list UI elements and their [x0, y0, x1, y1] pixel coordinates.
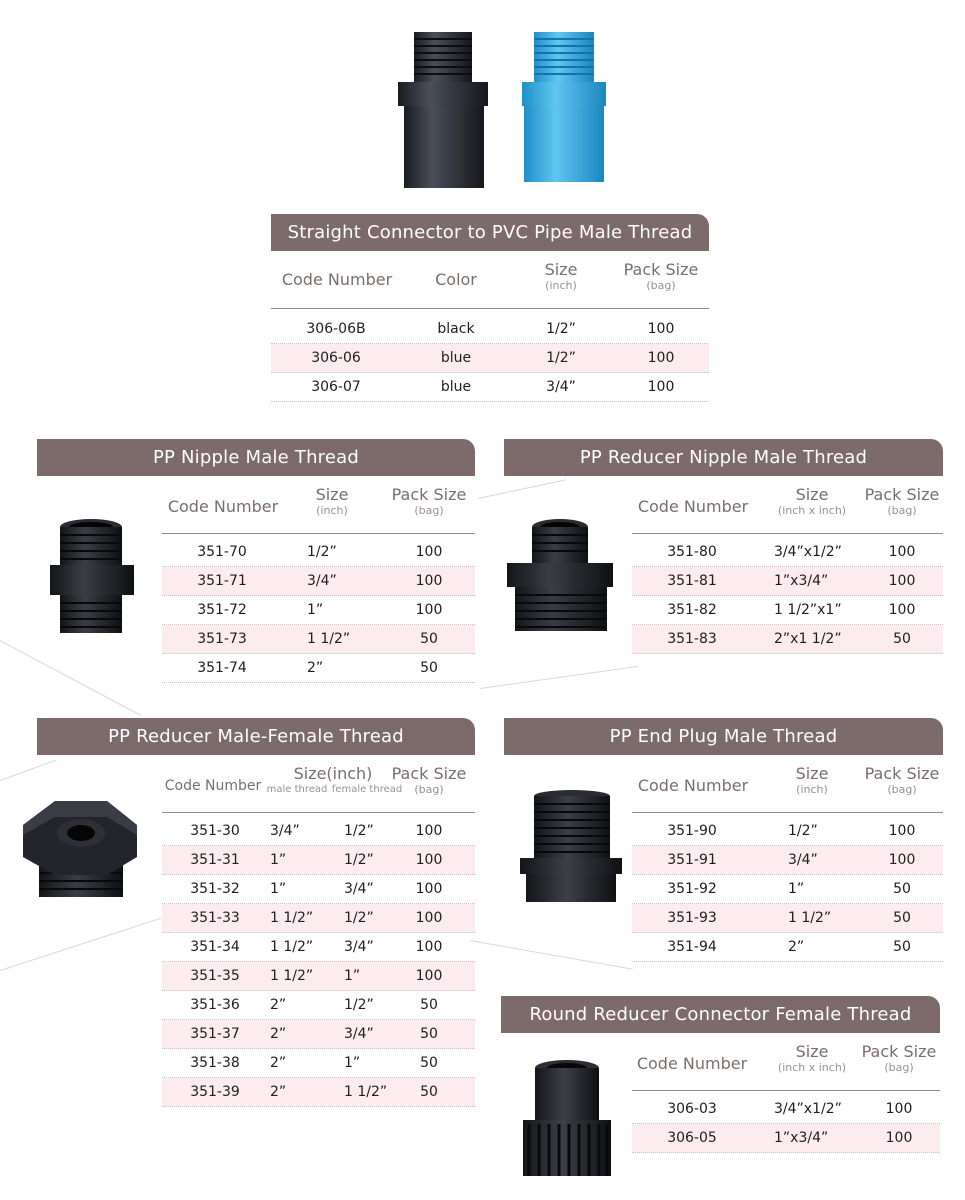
section-title: Round Reducer Connector Female Thread	[501, 996, 940, 1033]
cell-color: blue	[440, 350, 472, 366]
table-row	[162, 1020, 475, 1049]
cell-code: 351-71	[197, 573, 247, 589]
cell-size: 3/4”	[546, 379, 576, 395]
cell-size: 1”	[307, 602, 324, 618]
cell-pack: 100	[888, 852, 916, 868]
cell-code: 351-32	[190, 881, 240, 897]
cell-code: 351-81	[667, 573, 717, 589]
cell-male: 1”	[270, 881, 287, 897]
cell-code: 351-94	[667, 939, 717, 955]
section-title: PP Nipple Male Thread	[37, 439, 475, 476]
cell-male: 2”	[270, 1084, 287, 1100]
cell-size: 1 1/2”	[307, 631, 351, 647]
header-male-thread: male thread	[266, 784, 328, 795]
header-pack-unit: (bag)	[887, 504, 917, 517]
table-row	[162, 596, 475, 625]
header-code: Code Number	[637, 776, 749, 795]
header-size	[262, 764, 404, 797]
header-size-unit: (inch)	[316, 504, 348, 517]
header-pack	[384, 485, 474, 518]
table-row	[632, 567, 943, 596]
table-row	[162, 817, 475, 846]
header-pack-unit: (bag)	[414, 504, 444, 517]
table-header	[632, 477, 943, 534]
cell-male: 2”	[270, 997, 287, 1013]
header-size-unit: (inch x inch)	[777, 504, 847, 517]
cell-pack: 100	[415, 968, 443, 984]
round-reducer-image	[517, 1058, 617, 1183]
cell-pack: 50	[420, 660, 438, 676]
cell-pack: 50	[893, 631, 911, 647]
cell-size: 3/4”x1/2”	[774, 544, 842, 560]
cell-size: 1”x3/4”	[774, 573, 829, 589]
header-code: Code Number	[637, 497, 749, 516]
section-title: PP Reducer Male-Female Thread	[37, 718, 475, 755]
header-size	[767, 764, 857, 797]
pp-end-plug-image	[516, 788, 626, 908]
cell-female: 3/4”	[344, 1026, 374, 1042]
cell-pack: 50	[420, 1084, 438, 1100]
cell-code: 351-82	[667, 602, 717, 618]
cell-code: 351-34	[190, 939, 240, 955]
cell-pack: 100	[415, 881, 443, 897]
cell-color: blue	[440, 379, 472, 395]
header-pack	[857, 485, 947, 518]
cell-pack: 100	[888, 573, 916, 589]
table-row	[162, 567, 475, 596]
table-header	[271, 252, 709, 309]
cell-code: 306-05	[667, 1130, 717, 1146]
cell-size: 1/2”	[546, 321, 576, 337]
product-table	[632, 1034, 940, 1153]
header-pack	[854, 1042, 944, 1075]
table-row	[162, 846, 475, 875]
cell-pack: 50	[420, 1026, 438, 1042]
cell-code: 306-06B	[306, 321, 366, 337]
cell-code: 306-07	[311, 379, 361, 395]
table-row	[162, 933, 475, 962]
cell-female: 1 1/2”	[344, 1084, 388, 1100]
cell-pack: 50	[893, 939, 911, 955]
header-pack-label: Pack Size	[864, 485, 940, 504]
header-size	[762, 1042, 862, 1075]
table-header	[162, 756, 475, 813]
table-row	[162, 962, 475, 991]
cell-size: 1 1/2”x1”	[774, 602, 842, 618]
cell-size: 1/2”	[307, 544, 337, 560]
straight-connector-section	[271, 214, 709, 399]
header-size-label: Size	[544, 260, 578, 279]
header-pack	[384, 764, 474, 797]
table-row	[162, 875, 475, 904]
header-code: Code Number	[281, 270, 393, 289]
header-pack-label: Pack Size	[864, 764, 940, 783]
table-row	[632, 596, 943, 625]
cell-pack: 100	[415, 939, 443, 955]
cell-code: 306-03	[667, 1101, 717, 1117]
table-row	[162, 1078, 475, 1107]
cell-pack: 100	[415, 602, 443, 618]
cell-pack: 100	[415, 573, 443, 589]
table-row	[271, 373, 709, 402]
cell-code: 351-70	[197, 544, 247, 560]
cell-code: 351-83	[667, 631, 717, 647]
header-pack-unit: (bag)	[887, 783, 917, 796]
product-table	[632, 477, 943, 654]
cell-male: 2”	[270, 1026, 287, 1042]
pp-nipple-image	[44, 515, 139, 640]
header-size-unit: (inch x inch)	[777, 1061, 847, 1074]
cell-code: 351-35	[190, 968, 240, 984]
cell-code: 351-31	[190, 852, 240, 868]
header-pack-unit: (bag)	[646, 279, 676, 292]
table-row	[632, 875, 943, 904]
header-size-label: Size	[795, 485, 829, 504]
header-pack-label: Pack Size	[391, 485, 467, 504]
table-row	[632, 846, 943, 875]
cell-size: 3/4”	[788, 852, 818, 868]
pp-reducer-male-female-image	[15, 795, 145, 905]
header-pack-label: Pack Size	[623, 260, 699, 279]
section-title: PP Reducer Nipple Male Thread	[504, 439, 943, 476]
cell-code: 351-74	[197, 660, 247, 676]
cell-male: 2”	[270, 1055, 287, 1071]
cell-size: 2”	[307, 660, 324, 676]
cell-size: 1/2”	[546, 350, 576, 366]
header-pack-label: Pack Size	[391, 764, 467, 783]
table-row	[271, 315, 709, 344]
cell-female: 3/4”	[344, 939, 374, 955]
cell-size: 1 1/2”	[788, 910, 832, 926]
straight-connector-image	[390, 22, 615, 197]
cell-male: 1”	[270, 852, 287, 868]
cell-pack: 100	[888, 823, 916, 839]
cell-code: 351-33	[190, 910, 240, 926]
cell-code: 351-30	[190, 823, 240, 839]
header-pack-label: Pack Size	[861, 1042, 937, 1061]
header-code: Code Number	[636, 1054, 748, 1073]
cell-female: 1/2”	[344, 823, 374, 839]
table-header	[162, 477, 475, 534]
cell-code: 351-39	[190, 1084, 240, 1100]
pp-reducer-male-female-section	[37, 718, 475, 1098]
table-row	[162, 904, 475, 933]
cell-pack: 50	[893, 881, 911, 897]
table-row	[162, 538, 475, 567]
table-row	[162, 654, 475, 683]
header-size-subrow	[262, 783, 404, 797]
product-table	[162, 477, 475, 683]
cell-code: 306-06	[311, 350, 361, 366]
header-size-label: Size	[795, 764, 829, 783]
header-size-label: Size	[315, 485, 349, 504]
cell-code: 351-38	[190, 1055, 240, 1071]
cell-code: 351-80	[667, 544, 717, 560]
header-size-label: Size(inch)	[293, 764, 373, 783]
cell-pack: 100	[888, 544, 916, 560]
table-row	[162, 991, 475, 1020]
cell-size: 1”x3/4”	[774, 1130, 829, 1146]
cell-female: 1”	[344, 968, 361, 984]
cell-female: 1/2”	[344, 910, 374, 926]
cell-male: 1 1/2”	[270, 939, 314, 955]
cell-male: 1 1/2”	[270, 968, 314, 984]
cell-female: 1/2”	[344, 997, 374, 1013]
table-row	[632, 933, 943, 962]
cell-pack: 100	[888, 602, 916, 618]
product-table	[271, 252, 709, 402]
cell-size: 1/2”	[788, 823, 818, 839]
cell-pack: 100	[647, 321, 675, 337]
cell-code: 351-73	[197, 631, 247, 647]
product-table	[162, 756, 475, 1107]
cell-size: 3/4”	[307, 573, 337, 589]
cell-pack: 50	[420, 1055, 438, 1071]
cell-pack: 100	[885, 1130, 913, 1146]
table-header	[632, 756, 943, 813]
table-row	[632, 1095, 940, 1124]
cell-male: 1 1/2”	[270, 910, 314, 926]
table-row	[632, 1124, 940, 1153]
header-size	[521, 260, 601, 293]
header-code: Code Number	[164, 778, 262, 794]
header-female-thread: female thread	[331, 784, 403, 795]
header-pack	[616, 260, 706, 293]
cell-size: 3/4”x1/2”	[774, 1101, 842, 1117]
cell-code: 351-93	[667, 910, 717, 926]
header-size	[287, 485, 377, 518]
cell-size: 2”x1 1/2”	[774, 631, 842, 647]
cell-female: 3/4”	[344, 881, 374, 897]
cell-male: 3/4”	[270, 823, 300, 839]
section-title: Straight Connector to PVC Pipe Male Thread	[271, 214, 709, 251]
cell-pack: 100	[647, 350, 675, 366]
header-code: Code Number	[167, 497, 279, 516]
table-row	[632, 625, 943, 654]
cell-pack: 100	[415, 910, 443, 926]
cell-pack: 100	[415, 544, 443, 560]
table-row	[632, 538, 943, 567]
cell-code: 351-72	[197, 602, 247, 618]
table-row	[271, 344, 709, 373]
pp-reducer-nipple-image	[505, 515, 615, 640]
cell-code: 351-90	[667, 823, 717, 839]
header-size-unit: (inch)	[796, 783, 828, 796]
table-row	[632, 817, 943, 846]
header-size-unit: (inch)	[545, 279, 577, 292]
cell-pack: 100	[415, 823, 443, 839]
table-header	[632, 1034, 940, 1091]
cell-female: 1/2”	[344, 852, 374, 868]
product-table	[632, 756, 943, 962]
table-row	[162, 625, 475, 654]
header-size-label: Size	[795, 1042, 829, 1061]
header-pack-unit: (bag)	[884, 1061, 914, 1074]
cell-code: 351-37	[190, 1026, 240, 1042]
background-line	[480, 666, 639, 689]
cell-size: 2”	[788, 939, 805, 955]
cell-pack: 50	[893, 910, 911, 926]
cell-size: 1”	[788, 881, 805, 897]
section-title: PP End Plug Male Thread	[504, 718, 943, 755]
cell-pack: 100	[647, 379, 675, 395]
table-row	[632, 904, 943, 933]
cell-pack: 100	[885, 1101, 913, 1117]
cell-pack: 50	[420, 997, 438, 1013]
header-pack	[857, 764, 947, 797]
cell-code: 351-92	[667, 881, 717, 897]
cell-pack: 50	[420, 631, 438, 647]
cell-female: 1”	[344, 1055, 361, 1071]
header-size	[762, 485, 862, 518]
header-pack-unit: (bag)	[414, 783, 444, 796]
table-row	[162, 1049, 475, 1078]
cell-code: 351-91	[667, 852, 717, 868]
cell-code: 351-36	[190, 997, 240, 1013]
cell-color: black	[437, 321, 475, 337]
header-color: Color	[435, 270, 477, 289]
cell-pack: 100	[415, 852, 443, 868]
